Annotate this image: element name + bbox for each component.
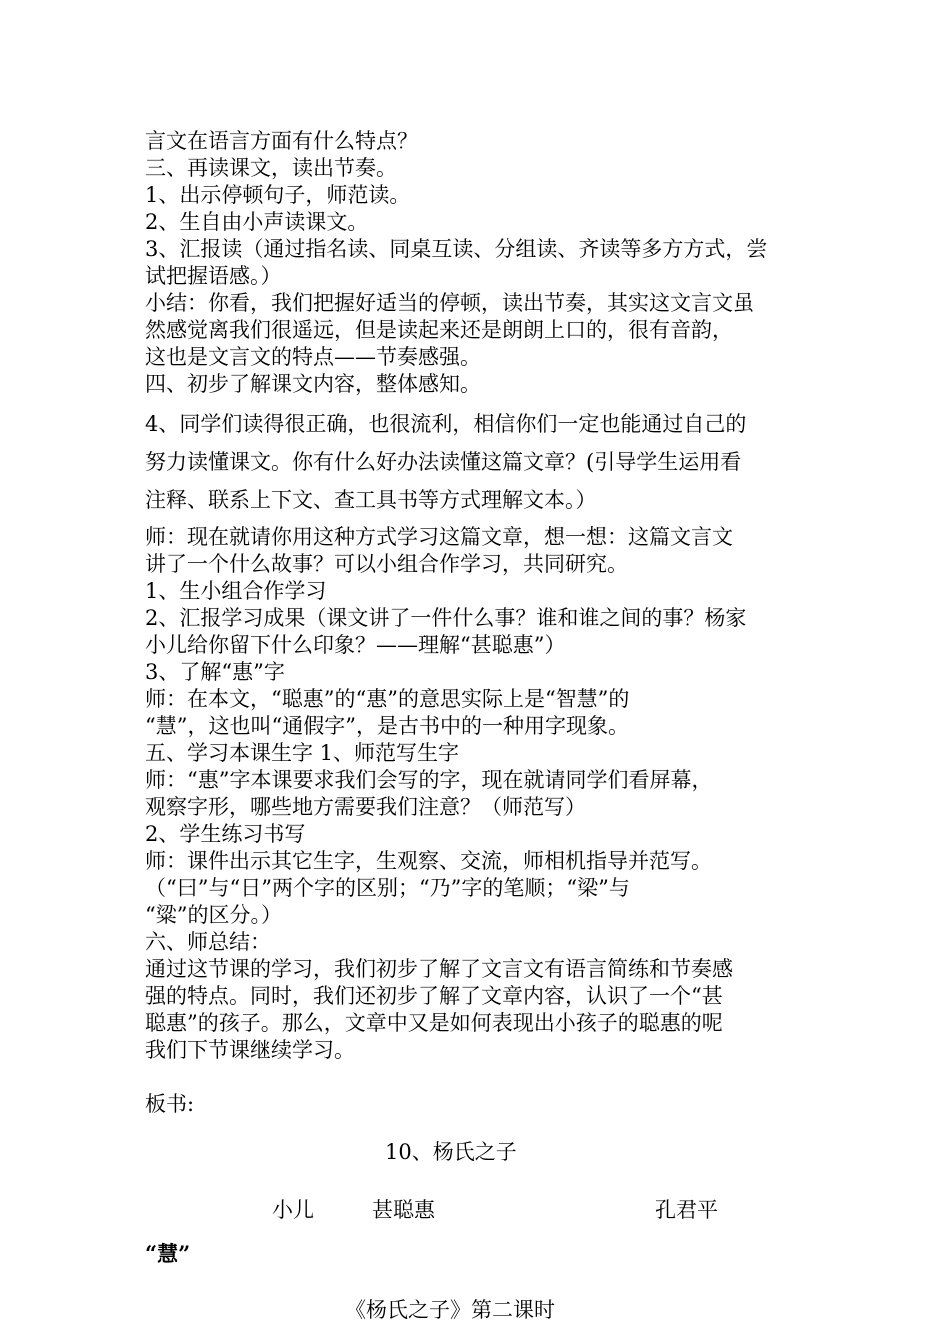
text-line: 1、出示停顿句子，师范读。 — [145, 183, 411, 207]
text-line: 小儿给你留下什么印象？——理解“甚聪惠”） — [145, 633, 566, 657]
text-line: 努力读懂课文。你有什么好办法读懂这篇文章？(引导学生运用看 — [145, 450, 742, 474]
text-line: 小结：你看，我们把握好适当的停顿，读出节奏，其实这文言文虽 — [145, 291, 754, 315]
text-line: 2、汇报学习成果（课文讲了一件什么事？谁和谁之间的事？杨家 — [145, 606, 747, 630]
text-line: 师：在本文，“聪惠”的“惠”的意思实际上是“智慧”的 — [145, 687, 630, 711]
text-line: 然感觉离我们很遥远，但是读起来还是朗朗上口的，很有音韵， — [145, 318, 733, 342]
section-heading: 三、再读课文，读出节奏。 — [145, 156, 397, 180]
section-heading: 五、学习本课生字 1、师范写生字 — [145, 741, 460, 765]
text-line: 师：课件出示其它生字，生观察、交流，师相机指导并范写。 — [145, 849, 712, 873]
board-item: 小儿 — [272, 1198, 314, 1222]
text-line: 通过这节课的学习，我们初步了解了文言文有语言简练和节奏感 — [145, 957, 733, 981]
text-line: 强的特点。同时，我们还初步了解了文章内容，认识了一个“甚 — [145, 984, 723, 1008]
text-line: 讲了一个什么故事？可以小组合作学习，共同研究。 — [145, 552, 628, 576]
text-line: 2、学生练习书写 — [145, 822, 306, 846]
text-line: 4、同学们读得很正确，也很流利，相信你们一定也能通过自己的 — [145, 412, 747, 436]
text-line: 言文在语言方面有什么特点？ — [145, 129, 418, 153]
board-item: 孔君平 — [655, 1198, 718, 1222]
text-line: 试把握语感。） — [145, 264, 282, 288]
text-line: 师：现在就请你用这种方式学习这篇文章，想一想：这篇文言文 — [145, 525, 733, 549]
board-title: 10、杨氏之子 — [385, 1140, 517, 1164]
text-line: “粱”的区分。） — [145, 903, 282, 927]
text-line: “慧”，这也叫“通假字”，是古书中的一种用字现象。 — [145, 714, 629, 738]
board-label: 板书: — [145, 1092, 195, 1116]
text-line: 师：“惠”字本课要求我们会写的字，现在就请同学们看屏幕， — [145, 768, 713, 792]
text-line: 2、生自由小声读课文。 — [145, 210, 369, 234]
text-line: 聪惠”的孩子。那么，文章中又是如何表现出小孩子的聪惠的呢 — [145, 1011, 723, 1035]
text-line: 观察字形，哪些地方需要我们注意？（师范写） — [145, 795, 586, 819]
text-line: （“曰”与“日”两个字的区别；“乃”字的笔顺；“梁”与 — [145, 876, 630, 900]
text-line: 我们下节课继续学习。 — [145, 1038, 355, 1062]
text-line: 3、了解“惠”字 — [145, 660, 285, 684]
text-line: 1、生小组合作学习 — [145, 579, 327, 603]
section-heading: 六、师总结： — [145, 930, 271, 954]
text-line: 这也是文言文的特点——节奏感强。 — [145, 345, 481, 369]
section-heading: 四、初步了解课文内容，整体感知。 — [145, 372, 481, 396]
next-lesson-heading: 《杨氏之子》第二课时 — [345, 1298, 555, 1322]
text-line: 3、汇报读（通过指名读、同桌互读、分组读、齐读等多方方式，尝 — [145, 237, 768, 261]
text-line: 注释、联系上下文、查工具书等方式理解文本。） — [145, 488, 597, 512]
board-item: “慧” — [145, 1241, 191, 1266]
board-item: 甚聪惠 — [372, 1198, 435, 1222]
